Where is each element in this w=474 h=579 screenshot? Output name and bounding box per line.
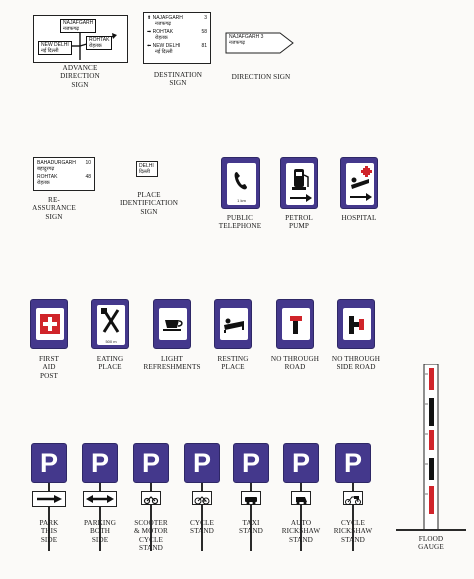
destination-row-name: ROHTAK bbox=[152, 29, 174, 35]
light-refreshments-caption: LIGHT REFRESHMENTS bbox=[143, 355, 201, 372]
destination-row-hindi: नई दिल्ली bbox=[155, 49, 173, 55]
fork-knife-icon bbox=[97, 305, 125, 337]
advance-najafgarh-plate bbox=[60, 19, 96, 33]
parking-sign bbox=[335, 443, 371, 483]
destination-row-km: 3 bbox=[204, 15, 207, 21]
place-id-name: DELHI bbox=[139, 163, 154, 169]
parking-sign bbox=[31, 443, 67, 483]
first-aid-sign bbox=[30, 299, 68, 349]
resting-place-sign bbox=[214, 299, 252, 349]
parking-sign bbox=[233, 443, 269, 483]
no-through-side-road-caption: NO THROUGH SIDE ROAD bbox=[331, 355, 381, 372]
flood-gauge-ground bbox=[396, 529, 466, 531]
no-through-road-sign bbox=[276, 299, 314, 349]
destination-row-km: 58 bbox=[201, 29, 207, 35]
auto-rickshaw-plate bbox=[291, 491, 311, 505]
petrol-pump-caption: PETROL PUMP bbox=[285, 214, 313, 231]
destination-row-km: 81 bbox=[201, 43, 207, 49]
direction-sign-km: 3 bbox=[260, 34, 264, 40]
eating-place-caption: EATING PLACE bbox=[96, 355, 124, 372]
reassurance-row-name: BAHADURGARH bbox=[37, 160, 76, 166]
parking-sign bbox=[184, 443, 220, 483]
reassurance-caption: RE- ASSURANCE SIGN bbox=[32, 196, 76, 221]
telephone-panel bbox=[227, 163, 256, 205]
advance-new-delhi-hindi: नई दिल्ली bbox=[41, 48, 59, 54]
eating-place-sign bbox=[91, 299, 129, 349]
taxi-plate bbox=[241, 491, 261, 505]
parking-caption: AUTO RICKSHAW STAND bbox=[281, 519, 321, 544]
arrow-right-icon bbox=[33, 492, 65, 506]
advance-new-delhi-label: NEW DELHI bbox=[41, 42, 69, 48]
advance-rohtak-plate bbox=[86, 36, 112, 50]
hospital-caption: HOSPITAL bbox=[341, 214, 377, 222]
arrow-left-icon: ⬅ bbox=[147, 43, 152, 49]
reassurance-row-km: 48 bbox=[85, 174, 91, 180]
reassurance-sign bbox=[33, 157, 95, 191]
destination-row-name: NEW DELHI bbox=[152, 43, 181, 49]
hospital-sign bbox=[340, 157, 378, 209]
public-telephone-sign bbox=[221, 157, 260, 209]
parking-letter: P bbox=[39, 448, 58, 478]
eating-distance: 500 m bbox=[105, 339, 117, 344]
no-through-side-panel bbox=[343, 308, 371, 340]
destination-row-hindi: रोहतक bbox=[155, 35, 168, 41]
place-identification-caption: PLACE IDENTIFICATION SIGN bbox=[119, 191, 179, 216]
refreshments-panel bbox=[159, 308, 187, 340]
parking-sign bbox=[133, 443, 169, 483]
eating-panel bbox=[97, 305, 125, 345]
petrol-pump-sign bbox=[280, 157, 318, 209]
destination-row-hindi: नजफगढ़ bbox=[155, 21, 171, 27]
petrol-panel bbox=[286, 163, 314, 205]
parking-letter: P bbox=[141, 448, 160, 478]
reassurance-row-km: 10 bbox=[85, 160, 91, 166]
advance-new-delhi-plate bbox=[38, 41, 72, 55]
flood-gauge-post bbox=[423, 364, 439, 530]
dead-end-icon bbox=[282, 308, 310, 340]
resting-panel bbox=[220, 308, 248, 340]
reassurance-row-hindi: बहादुरगढ़ bbox=[37, 166, 55, 172]
arrow-both-plate bbox=[83, 491, 117, 507]
destination-caption: DESTINATION SIGN bbox=[153, 71, 203, 88]
taxi-icon bbox=[242, 493, 260, 505]
scooter-icon bbox=[142, 493, 160, 505]
destination-sign bbox=[143, 12, 211, 64]
parking-caption: CYCLE RICKSHAW STAND bbox=[333, 519, 373, 544]
advance-direction-sign bbox=[33, 15, 128, 63]
bed-icon bbox=[220, 308, 248, 340]
hospital-panel bbox=[346, 163, 374, 205]
advance-rohtak-label: ROHTAK bbox=[89, 37, 110, 43]
parking-letter: P bbox=[192, 448, 211, 478]
cycle-rickshaw-plate bbox=[343, 491, 363, 505]
petrol-pump-icon bbox=[286, 163, 314, 205]
resting-place-caption: RESTING PLACE bbox=[217, 355, 249, 372]
parking-letter: P bbox=[291, 448, 310, 478]
no-through-side-road-sign bbox=[337, 299, 375, 349]
parking-caption: PARK THIS SIDE bbox=[39, 519, 59, 544]
advance-rohtak-hindi: रोहतक bbox=[89, 43, 102, 49]
no-through-road-caption: NO THROUGH ROAD bbox=[270, 355, 320, 372]
parking-letter: P bbox=[90, 448, 109, 478]
parking-caption: TAXI STAND bbox=[239, 519, 263, 536]
scooter-plate bbox=[141, 491, 161, 505]
cycle-plate bbox=[192, 491, 212, 505]
advance-najafgarh-label: NAJAFGARH bbox=[63, 20, 94, 26]
parking-sign bbox=[283, 443, 319, 483]
place-id-hindi: दिल्ली bbox=[139, 169, 150, 175]
arrow-right-plate bbox=[32, 491, 66, 507]
side-road-dead-end-icon bbox=[343, 308, 371, 340]
red-cross-icon bbox=[36, 308, 64, 340]
parking-sign bbox=[82, 443, 118, 483]
arrow-up-icon: ⬆ bbox=[147, 15, 152, 21]
auto-rickshaw-icon bbox=[292, 493, 310, 505]
reassurance-row-name: ROHTAK bbox=[37, 174, 58, 180]
direction-sign-hindi: नजफगढ़ bbox=[229, 40, 245, 46]
first-aid-panel bbox=[36, 308, 64, 340]
parking-caption: SCOOTER & MOTOR CYCLE STAND bbox=[134, 519, 168, 553]
parking-letter: P bbox=[241, 448, 260, 478]
reassurance-row-hindi: रोहतक bbox=[37, 180, 50, 186]
destination-row-name: NAJAFGARH bbox=[152, 15, 183, 21]
no-through-panel bbox=[282, 308, 310, 340]
flood-gauge bbox=[423, 364, 439, 530]
advance-direction-caption: ADVANCE DIRECTION SIGN bbox=[60, 64, 100, 89]
parking-letter: P bbox=[343, 448, 362, 478]
first-aid-caption: FIRST AID POST bbox=[38, 355, 60, 380]
direction-sign-name: NAJAFGARH bbox=[229, 34, 260, 40]
telephone-icon bbox=[227, 163, 256, 197]
cycle-rickshaw-icon bbox=[344, 493, 362, 505]
place-identification-sign bbox=[136, 161, 158, 177]
arrow-both-icon bbox=[84, 492, 116, 506]
light-refreshments-sign bbox=[153, 299, 191, 349]
telephone-distance: 1 km bbox=[237, 198, 246, 203]
parking-caption: PARKING BOTH SIDE bbox=[84, 519, 116, 544]
flood-gauge-caption: FLOOD GAUGE bbox=[418, 535, 444, 552]
public-telephone-caption: PUBLIC TELEPHONE bbox=[218, 214, 262, 231]
parking-caption: CYCLE STAND bbox=[189, 519, 215, 536]
cycle-icon bbox=[193, 493, 211, 505]
direction-sign-caption: DIRECTION SIGN bbox=[231, 73, 291, 81]
teacup-icon bbox=[159, 308, 187, 340]
arrow-right-icon: ➡ bbox=[147, 29, 152, 35]
hospital-bed-icon bbox=[346, 163, 374, 205]
advance-najafgarh-hindi: नजफगढ़ bbox=[63, 26, 79, 32]
direction-sign-text bbox=[229, 34, 263, 46]
